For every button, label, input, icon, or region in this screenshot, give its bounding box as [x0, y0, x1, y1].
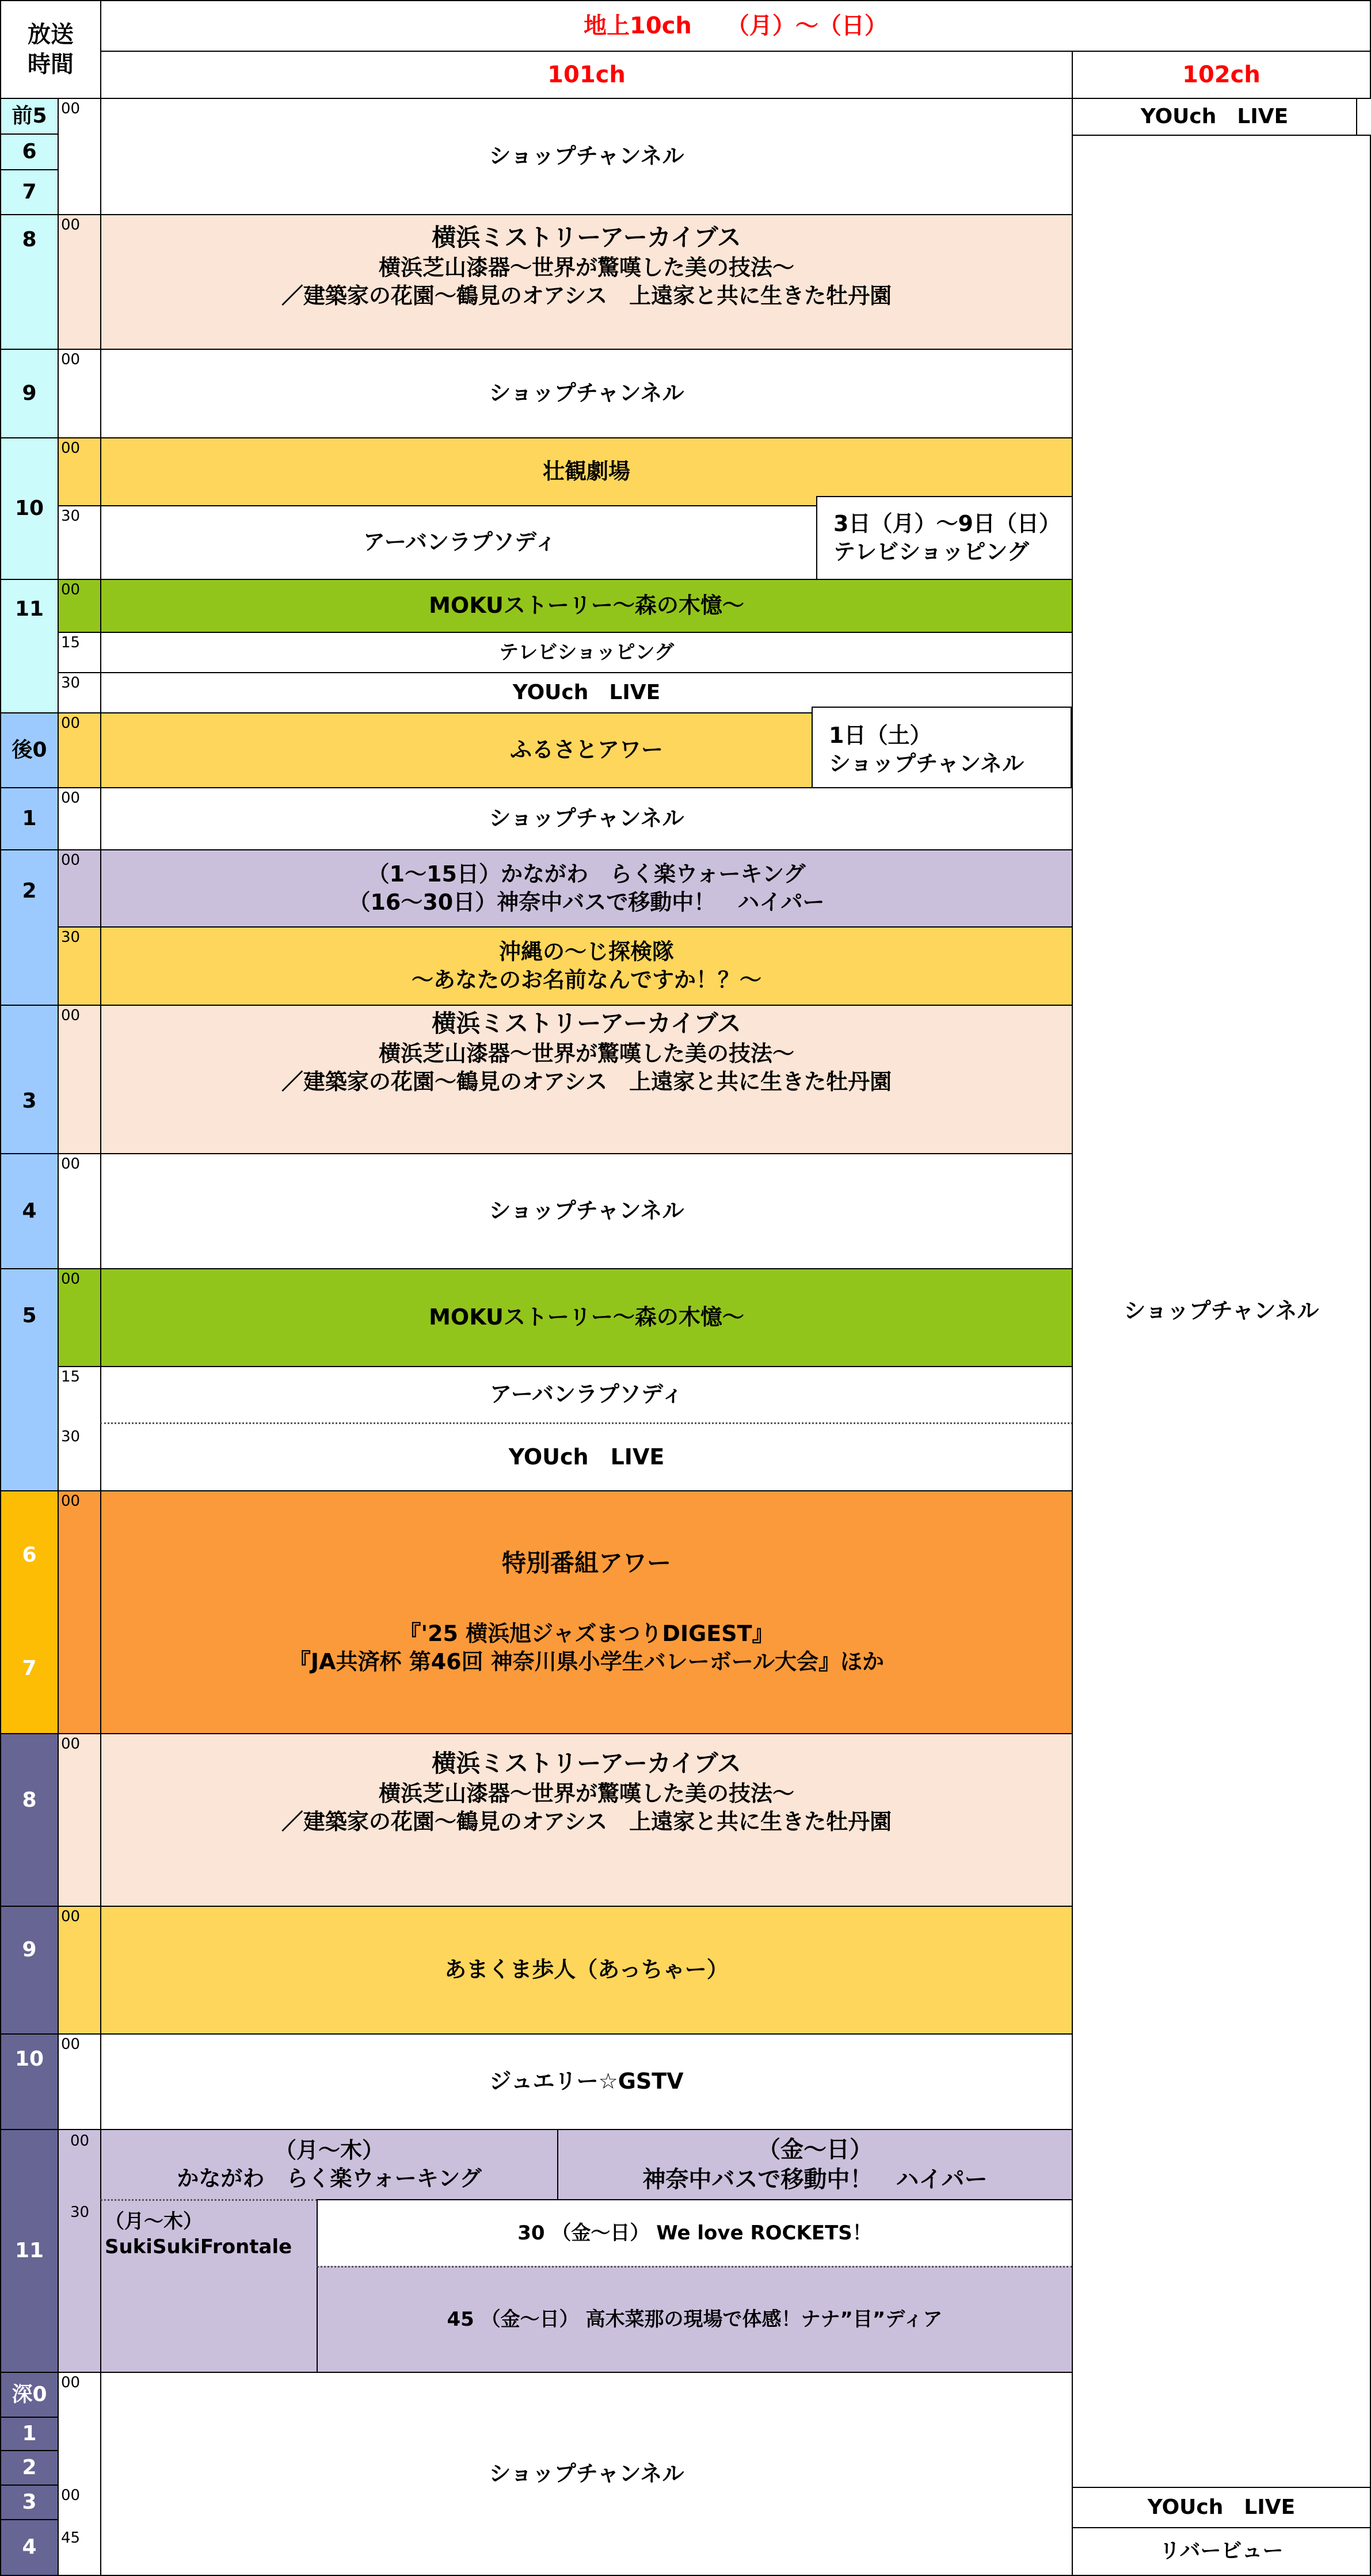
program-title: YOUch LIVE [1147, 2495, 1296, 2519]
minute-label: 00 [61, 1493, 81, 1510]
program-title: 45 （金〜日） 高木菜那の現場で体感！ナナ”目”ディア [447, 2308, 943, 2331]
program-title: ショップチャンネル [489, 380, 684, 406]
program-title: ショップチャンネル [1124, 1298, 1319, 1324]
hour-label: 7 [22, 1657, 37, 1680]
program-block[interactable] [1072, 135, 1371, 2488]
hour-label: 2 [22, 2455, 37, 2479]
program-title: 横浜ミストリーアーカイブス [432, 1009, 741, 1037]
minute-label: 00 [61, 581, 81, 598]
program-block[interactable] [100, 787, 1073, 850]
hour-cell [0, 787, 59, 850]
hour-label: 10 [14, 496, 44, 520]
channel-title-bar [100, 0, 1371, 52]
program-title: アーバンラプソディ [363, 529, 557, 555]
minute-cell [58, 1490, 101, 1734]
minute-label: 00 [61, 715, 81, 732]
program-title: （1〜15日）かながわ らく楽ウォーキング [367, 861, 806, 887]
program-block[interactable] [100, 632, 1073, 673]
minute-label: 00 [61, 789, 81, 807]
hour-cell [0, 2033, 59, 2130]
hour-cell [0, 437, 59, 580]
hour-cell [0, 169, 59, 215]
program-block[interactable] [317, 2266, 1073, 2373]
program-title: ショップチャンネル [489, 806, 684, 831]
hour-label: 9 [22, 1938, 37, 1961]
program-block[interactable] [100, 579, 1073, 633]
program-subtitle: ／建築家の花園〜鶴見のオアシス 上遠家と共に生きた牡丹園 [281, 1808, 892, 1834]
program-block[interactable] [100, 505, 820, 580]
program-subtitle: （月〜木） [274, 2137, 384, 2163]
hour-label: 前5 [12, 104, 47, 128]
hour-label: 4 [22, 2535, 37, 2559]
program-title: YOUch LIVE [508, 1444, 665, 1470]
program-title: YOUch LIVE [1140, 104, 1289, 128]
minute-cell [58, 1733, 101, 1907]
hour-cell [0, 579, 59, 713]
program-block[interactable] [557, 2129, 1073, 2200]
minute-label: 00 [61, 1735, 81, 1753]
program-block[interactable] [100, 1906, 1073, 2035]
header-label-line2: 時間 [28, 51, 74, 78]
minute-label: 00 [61, 440, 81, 457]
minute-label: 15 [61, 634, 81, 651]
channel-101-header [100, 51, 1073, 99]
minute-label: 00 [61, 2036, 81, 2053]
hour-cell [0, 1490, 59, 1734]
program-title: テレビショッピング [499, 640, 674, 664]
minute-cell [58, 2129, 101, 2373]
program-title: アーバンラプソディ [490, 1382, 683, 1407]
hour-cell [0, 712, 59, 788]
program-title: ジュエリー☆GSTV [489, 2069, 684, 2094]
channel-title: 地上10ch [584, 13, 692, 39]
hour-cell [0, 133, 59, 170]
program-subtitle: （月〜木） [105, 2210, 203, 2233]
hour-label: 6 [22, 1543, 37, 1567]
program-block[interactable] [317, 2199, 1073, 2267]
hour-cell [0, 849, 59, 1006]
program-block[interactable] [100, 1366, 1073, 1424]
program-title: あまくま歩人（あっちゃー） [444, 1957, 729, 1983]
hour-cell [0, 214, 59, 350]
program-block[interactable] [100, 214, 1073, 350]
program-title: 神奈中バスで移動中！ ハイパー [642, 2166, 988, 2193]
channel-102-header [1072, 51, 1371, 99]
header-label-line1: 放送 [28, 21, 74, 48]
hour-label: 8 [22, 228, 37, 251]
program-block[interactable] [100, 2372, 1073, 2576]
program-block[interactable] [1072, 98, 1357, 136]
ch102-label: 102ch [1182, 62, 1260, 88]
program-subtitle: 〜あなたのお名前なんですか！？〜 [411, 967, 761, 993]
program-subtitle: 『JA共済杯 第46回 神奈川県小学生バレーボール大会』ほか [288, 1649, 885, 1675]
program-title: SukiSukiFrontale [105, 2235, 292, 2259]
program-subtitle: ／建築家の花園〜鶴見のオアシス 上遠家と共に生きた牡丹園 [281, 1068, 892, 1094]
program-block[interactable] [100, 1422, 1073, 1491]
program-block[interactable] [100, 1268, 1073, 1367]
minute-label: 00 [70, 2132, 90, 2150]
program-title: （16〜30日）神奈中バスで移動中！ ハイパー [348, 890, 825, 915]
program-block[interactable] [100, 2129, 558, 2200]
minute-label: 15 [61, 1368, 81, 1386]
hour-cell [0, 1005, 59, 1154]
minute-label: 00 [61, 1155, 81, 1173]
program-subtitle: 1日（土） [829, 722, 932, 748]
program-title: MOKUストーリー〜森の木憶〜 [429, 1304, 744, 1330]
hour-label: 深0 [12, 2382, 47, 2406]
hour-label: 8 [22, 1788, 37, 1812]
hour-label: 6 [22, 139, 37, 163]
hour-cell [0, 1906, 59, 2035]
program-subtitle: 横浜芝山漆器〜世界が驚嘆した美の技法〜 [378, 1780, 794, 1806]
program-block[interactable] [816, 496, 1073, 580]
program-block[interactable] [100, 1153, 1073, 1269]
minute-label: 30 [61, 507, 81, 525]
program-title: テレビショッピング [833, 539, 1029, 564]
hour-cell [0, 2450, 59, 2486]
program-block[interactable] [812, 707, 1072, 793]
hour-label: 9 [22, 381, 37, 405]
hour-cell [0, 98, 59, 135]
hour-label: 10 [14, 2047, 44, 2071]
ch101-label: 101ch [547, 62, 626, 88]
minute-label: 00 [61, 852, 81, 869]
program-title: 沖縄の〜じ探検隊 [498, 938, 674, 964]
program-block[interactable] [100, 98, 1073, 215]
program-block[interactable] [1072, 2487, 1371, 2528]
program-block[interactable] [100, 2199, 318, 2373]
hour-cell [0, 1268, 59, 1491]
program-subtitle: 3日（月）〜9日（日） [833, 510, 1061, 536]
program-block[interactable] [100, 1490, 1073, 1734]
minute-cell [58, 1005, 101, 1154]
hour-cell [0, 349, 59, 438]
program-subtitle: ／建築家の花園〜鶴見のオアシス 上遠家と共に生きた牡丹園 [281, 283, 892, 308]
program-block[interactable] [1072, 2527, 1371, 2576]
minute-label: 00 [61, 216, 81, 234]
program-title: ショップチャンネル [489, 1198, 684, 1224]
hour-cell [0, 1733, 59, 1907]
minute-label: 45 [61, 2529, 81, 2547]
program-title: 特別番組アワー [501, 1549, 671, 1578]
minute-label: 30 [70, 2204, 90, 2221]
minute-label: 00 [61, 2374, 81, 2391]
hour-label: 3 [22, 2490, 37, 2514]
program-title: ショップチャンネル [489, 2460, 684, 2486]
program-title: 壮観劇場 [542, 459, 630, 484]
program-title: 横浜ミストリーアーカイブス [432, 223, 741, 251]
program-block[interactable] [100, 1733, 1073, 1907]
hour-cell [0, 1153, 59, 1269]
program-block[interactable] [100, 2033, 1073, 2130]
program-title: ショップチャンネル [829, 751, 1024, 776]
minute-label: 00 [61, 1908, 81, 1925]
program-title: ふるさとアワー [509, 737, 663, 763]
hour-label: 1 [22, 2421, 37, 2445]
minute-label: 00 [61, 1007, 81, 1024]
program-title: リバービュー [1159, 2539, 1284, 2563]
minute-label: 30 [61, 929, 81, 946]
minute-label: 00 [61, 2487, 81, 2504]
program-block[interactable] [100, 349, 1073, 438]
hour-cell [0, 2519, 59, 2576]
program-subtitle: 『'25 横浜旭ジャズまつりDIGEST』 [399, 1620, 774, 1646]
minute-label: 00 [61, 351, 81, 368]
minute-label: 30 [61, 674, 81, 692]
program-title: MOKUストーリー〜森の木憶〜 [429, 593, 744, 619]
minute-label: 00 [61, 100, 81, 117]
hour-cell [0, 2129, 59, 2373]
header-time-label [0, 0, 101, 99]
program-block[interactable] [100, 926, 1073, 1006]
program-block[interactable] [100, 849, 1073, 928]
program-title: かながわ らく楽ウォーキング [177, 2166, 482, 2191]
program-title: ショップチャンネル [489, 143, 684, 169]
hour-label: 1 [22, 806, 37, 830]
hour-cell [0, 2417, 59, 2451]
hour-label: 5 [22, 1304, 37, 1327]
program-subtitle: 横浜芝山漆器〜世界が驚嘆した美の技法〜 [378, 254, 794, 280]
hour-cell [0, 2485, 59, 2520]
hour-label: 11 [14, 2238, 44, 2262]
minute-cell [58, 214, 101, 350]
program-title: YOUch LIVE [512, 680, 661, 704]
hour-cell [0, 2372, 59, 2418]
hour-label: 4 [22, 1199, 37, 1223]
channel-days: （月）〜（日） [726, 13, 888, 39]
hour-label: 後0 [12, 738, 47, 762]
hour-label: 7 [22, 180, 37, 204]
program-title: 30 （金〜日） We love ROCKETS！ [517, 2221, 872, 2245]
minute-label: 00 [61, 1270, 81, 1288]
program-block[interactable] [100, 1005, 1073, 1154]
minute-label: 30 [61, 1428, 81, 1445]
program-title: 横浜ミストリーアーカイブス [432, 1749, 741, 1777]
hour-label: 3 [22, 1089, 37, 1113]
hour-label: 2 [22, 879, 37, 903]
hour-label: 11 [14, 597, 44, 621]
program-subtitle: （金〜日） [757, 2136, 873, 2163]
program-subtitle: 横浜芝山漆器〜世界が驚嘆した美の技法〜 [378, 1040, 794, 1066]
